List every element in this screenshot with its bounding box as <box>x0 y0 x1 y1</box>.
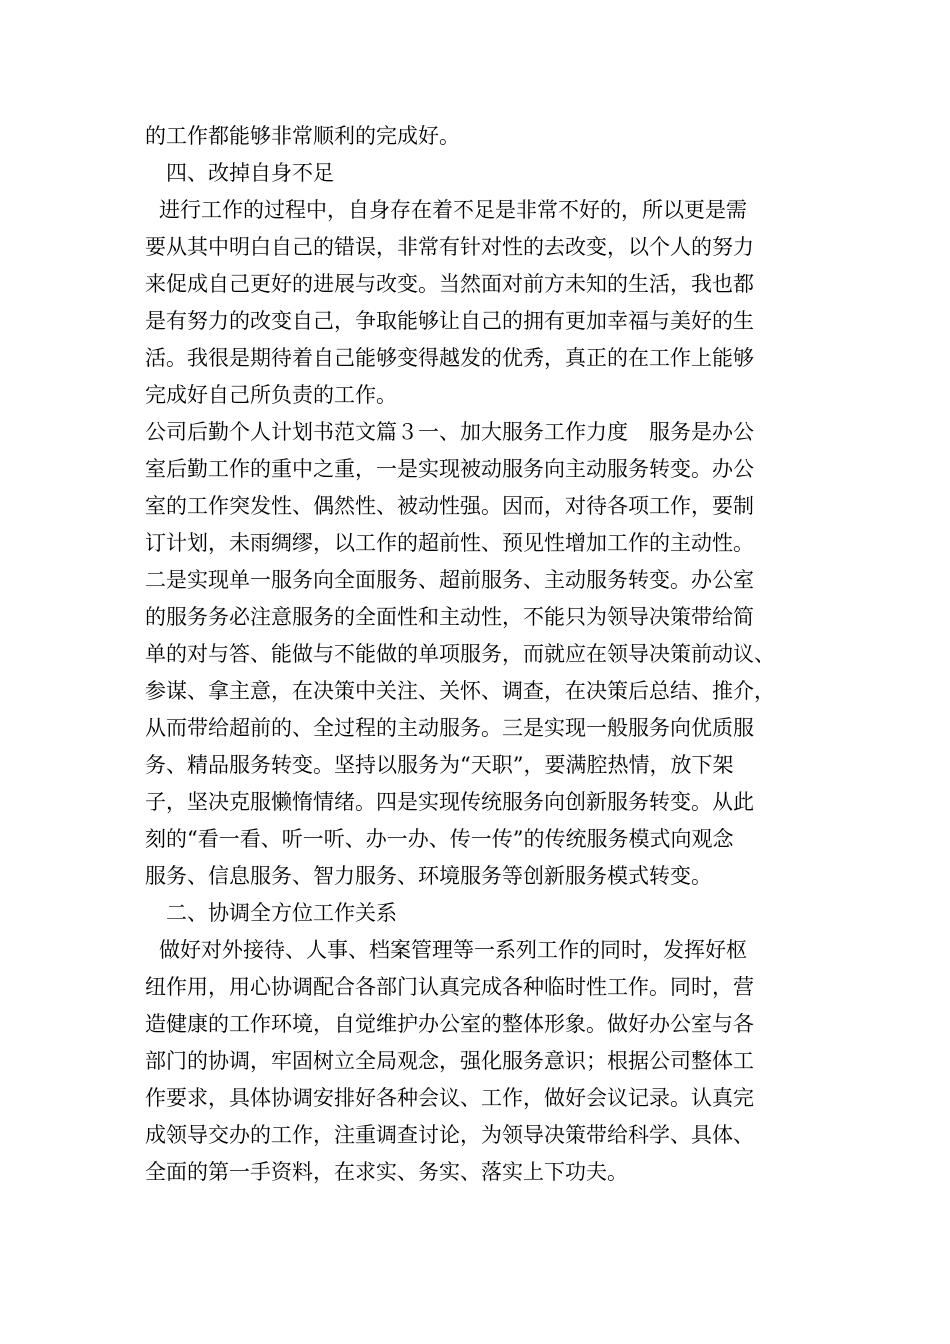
text-line: 子，坚决克服懒惰情绪。四是实现传统服务向创新服务转变。从此 <box>145 790 754 814</box>
text-line: 订计划，未雨绸缪，以工作的超前性、预见性增加工作的主动性。 <box>145 531 754 555</box>
text-line: 室后勤工作的重中之重，一是实现被动服务向主动服务转变。办公 <box>145 457 754 481</box>
text-line: 服务、信息服务、智力服务、环境服务等创新服务模式转变。 <box>145 864 712 888</box>
text-line: 纽作用，用心协调配合各部门认真完成各种临时性工作。同时，营 <box>145 975 754 999</box>
text-line: 二是实现单一服务向全面服务、超前服务、主动服务转变。办公室 <box>145 568 754 592</box>
text-line: 造健康的工作环境，自觉维护办公室的整体形象。做好办公室与各 <box>145 1012 754 1036</box>
text-line: 的工作都能够非常顺利的完成好。 <box>145 124 460 148</box>
section-heading: 四、改掉自身不足 <box>166 161 334 185</box>
document-page <box>145 118 835 1191</box>
text-line: 要从其中明白自己的错误，非常有针对性的去改变，以个人的努力 <box>145 235 754 259</box>
text-line: 部门的协调，牢固树立全局观念，强化服务意识；根据公司整体工 <box>145 1049 754 1073</box>
text-line: 来促成自己更好的进展与改变。当然面对前方未知的生活，我也都 <box>145 272 754 296</box>
text-line: 公司后勤个人计划书范文篇３一、加大服务工作力度 服务是办公 <box>145 420 754 444</box>
text-line: 作要求，具体协调安排好各种会议、工作，做好会议记录。认真完 <box>145 1086 754 1110</box>
text-line: 从而带给超前的、全过程的主动服务。三是实现一般服务向优质服 <box>145 716 754 740</box>
text-line: 单的对与答、能做与不能做的单项服务，而就应在领导决策前动议、 <box>145 642 775 666</box>
text-line: 刻的“看一看、听一听、办一办、传一传”的传统服务模式向观念 <box>145 827 734 851</box>
section-heading: 二、协调全方位工作关系 <box>166 901 397 925</box>
text-line: 参谋、拿主意，在决策中关注、关怀、调查，在决策后总结、推介， <box>145 679 775 703</box>
text-line: 完成好自己所负责的工作。 <box>145 383 397 407</box>
text-line: 务、精品服务转变。坚持以服务为“天职”，要满腔热情，放下架 <box>145 753 734 777</box>
text-line: 进行工作的过程中，自身存在着不足是非常不好的，所以更是需 <box>159 198 747 222</box>
text-line: 活。我很是期待着自己能够变得越发的优秀，真正的在工作上能够 <box>145 346 754 370</box>
text-line: 全面的第一手资料，在求实、务实、落实上下功夫。 <box>145 1160 628 1184</box>
text-line: 做好对外接待、人事、档案管理等一系列工作的同时，发挥好枢 <box>159 938 747 962</box>
text-line: 室的工作突发性、偶然性、被动性强。因而，对待各项工作，要制 <box>145 494 754 518</box>
text-line: 是有努力的改变自己，争取能够让自己的拥有更加幸福与美好的生 <box>145 309 754 333</box>
text-line: 成领导交办的工作，注重调查讨论，为领导决策带给科学、具体、 <box>145 1123 754 1147</box>
text-line: 的服务务必注意服务的全面性和主动性，不能只为领导决策带给简 <box>145 605 754 629</box>
